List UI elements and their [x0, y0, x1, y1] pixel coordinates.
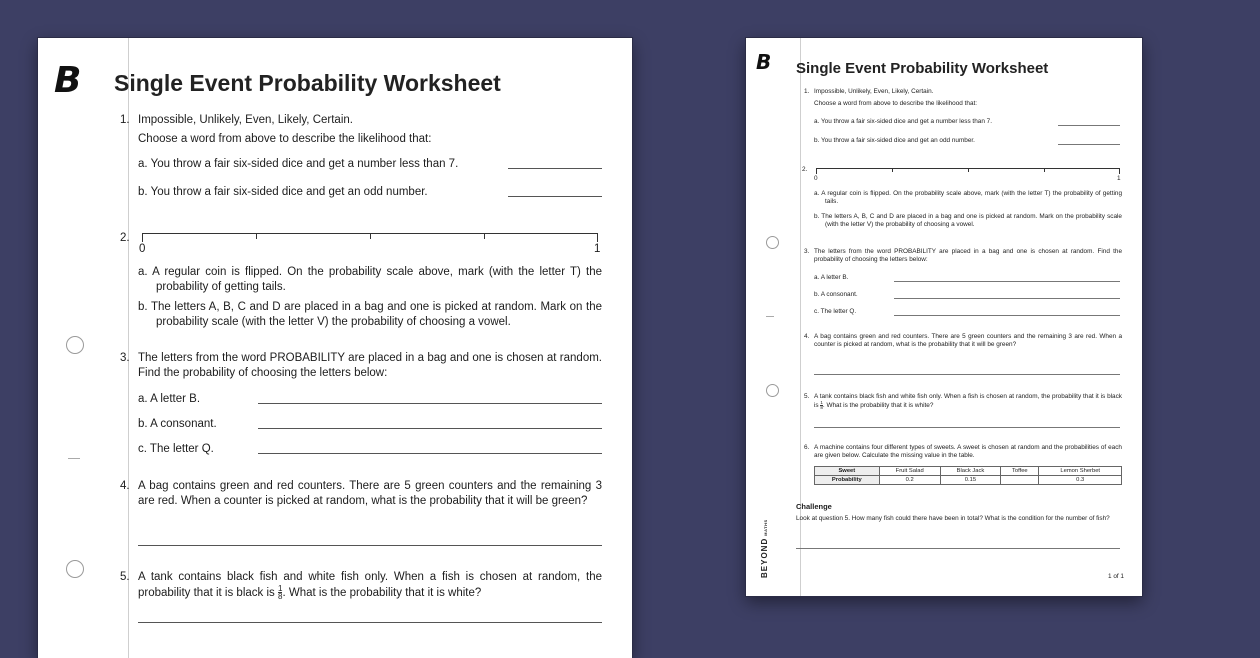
fraction-denominator: 8	[277, 592, 283, 602]
question-5-text-end: . What is the probability that it is white?	[282, 586, 482, 599]
question-4-text: A bag contains green and red counters. There are 5 green counters and the remaining 3 are red. When a counter is picked at random, what is the probability that it will be green?	[814, 333, 1122, 348]
table-cell: Lemon Sherbet	[1039, 467, 1122, 476]
answer-line-3a[interactable]	[894, 281, 1120, 282]
scale-tick	[892, 168, 893, 172]
worksheet-page-large	[38, 38, 632, 658]
question-2-number: 2.	[802, 166, 808, 173]
question-5-text	[814, 393, 1122, 410]
question-5-text-start: A tank contains black fish and white fish only. When a fish is chosen at random, the probability that it is black is	[138, 571, 602, 599]
question-1-instruction: Choose a word from above to describe the likelihood that:	[138, 133, 432, 145]
answer-line-3a[interactable]	[258, 403, 602, 404]
question-1b: b. You throw a fair six-sided dice and get an odd number.	[138, 186, 428, 198]
scale-tick	[370, 233, 371, 239]
beyond-logo: B	[54, 60, 82, 101]
question-3a: a. A letter B.	[814, 274, 849, 281]
answer-line-challenge[interactable]	[796, 548, 1120, 549]
question-3-text: The letters from the word PROBABILITY are placed in a bag and one is chosen at random. Find the probability of choosing the letters below:	[138, 352, 602, 379]
question-2-number: 2.	[120, 232, 130, 244]
question-1-number: 1.	[804, 88, 810, 95]
question-5-text	[138, 570, 602, 601]
answer-line-1a[interactable]	[508, 168, 602, 169]
question-3c: c. The letter Q.	[814, 308, 857, 315]
question-3b: b. A consonant.	[138, 418, 217, 430]
table-cell: 0.3	[1039, 476, 1122, 485]
question-2a: a. A regular coin is flipped. On the probability scale above, mark (with the letter T) the probability of getting tails.	[138, 266, 602, 293]
margin-line	[800, 38, 801, 596]
answer-line-3b[interactable]	[258, 428, 602, 429]
question-6-text: A machine contains four different types of sweets. A sweet is chosen at random and the probabilities of each are given below. Calculate the missing value in the table.	[814, 444, 1122, 459]
question-2b: b. The letters A, B, C and D are placed in a bag and one is picked at random. Mark on the probability scale (with the letter V) the probability of choosing a vowel.	[814, 213, 1122, 228]
sweets-table	[814, 466, 1122, 485]
scale-start-label: 0	[814, 175, 818, 182]
answer-line-3c[interactable]	[258, 453, 602, 454]
question-3a: a. A letter B.	[138, 393, 201, 405]
scale-end-label: 1	[1117, 175, 1121, 182]
margin-tick	[766, 316, 774, 317]
question-1-words: Impossible, Unlikely, Even, Likely, Certain.	[138, 114, 353, 126]
answer-line-3c[interactable]	[894, 315, 1120, 316]
scale-tick	[142, 233, 143, 242]
question-5-number: 5.	[120, 571, 130, 583]
question-1-number: 1.	[120, 114, 130, 126]
table-cell: Fruit Salad	[879, 467, 940, 476]
page-indicator: 1 of 1	[1108, 573, 1124, 580]
scale-tick	[968, 168, 969, 172]
beyond-logo: B	[756, 50, 772, 74]
table-cell: Black Jack	[940, 467, 1000, 476]
table-header-sweet: Sweet	[815, 467, 880, 476]
answer-line-3b[interactable]	[894, 298, 1120, 299]
scale-tick	[1119, 168, 1120, 174]
question-5-text-start: A tank contains black fish and white fish only. When a fish is chosen at random, the probability that it is black is	[814, 393, 1122, 410]
fraction-numerator: 1	[277, 584, 283, 593]
question-3b: b. A consonant.	[814, 291, 858, 298]
punch-hole	[66, 336, 84, 354]
answer-line-4[interactable]	[138, 545, 602, 546]
answer-line-5[interactable]	[814, 427, 1120, 428]
answer-line-5[interactable]	[138, 622, 602, 623]
page-title: Single Event Probability Worksheet	[796, 60, 1049, 77]
question-5-text-end: . What is the probability that it is white?	[822, 402, 934, 410]
table-cell: Toffee	[1001, 467, 1039, 476]
scale-end-label: 1	[594, 243, 601, 255]
question-2a: a. A regular coin is flipped. On the probability scale above, mark (with the letter T) the probability of getting tails.	[814, 190, 1122, 205]
answer-line-1a[interactable]	[1058, 125, 1120, 126]
fraction-denominator: 8	[820, 405, 823, 411]
challenge-text: Look at question 5. How many fish could there have been in total? What is the condition for the number of fish?	[796, 515, 1110, 522]
answer-line-1b[interactable]	[1058, 144, 1120, 145]
fraction-numerator: 1	[820, 400, 823, 405]
table-row	[815, 476, 1122, 485]
question-5-number: 5.	[804, 393, 810, 400]
table-cell: 0.15	[940, 476, 1000, 485]
scale-tick	[484, 233, 485, 239]
beyond-maths-brand	[760, 519, 769, 578]
table-cell-missing[interactable]	[1001, 476, 1039, 485]
question-1a: a. You throw a fair six-sided dice and get a number less than 7.	[138, 158, 459, 170]
scale-tick	[256, 233, 257, 239]
brand-main: BEYOND	[760, 537, 769, 578]
question-1-instruction: Choose a word from above to describe the likelihood that:	[814, 100, 978, 107]
scale-tick	[597, 233, 598, 242]
question-2b: b. The letters A, B, C and D are placed in a bag and one is picked at random. Mark on the probability scale (with the letter V) the probability of choosing a vowel.	[138, 301, 602, 328]
question-4-number: 4.	[120, 480, 130, 492]
punch-hole	[766, 236, 779, 249]
question-3-text: The letters from the word PROBABILITY are placed in a bag and one is chosen at random. Find the probability of choosing the letters below:	[814, 248, 1122, 263]
margin-line	[128, 38, 129, 658]
punch-hole	[766, 384, 779, 397]
page-title: Single Event Probability Worksheet	[114, 70, 501, 96]
challenge-title: Challenge	[796, 502, 832, 511]
question-1a: a. You throw a fair six-sided dice and get a number less than 7.	[814, 118, 992, 125]
question-4-number: 4.	[804, 333, 810, 340]
scale-tick	[1044, 168, 1045, 172]
punch-hole	[66, 560, 84, 578]
table-header-probability: Probability	[815, 476, 880, 485]
question-4-text: A bag contains green and red counters. There are 5 green counters and the remaining 3 are red. When a counter is picked at random, what is the probability that it will be green?	[138, 480, 602, 507]
question-3-number: 3.	[804, 248, 810, 255]
answer-line-4[interactable]	[814, 374, 1120, 375]
question-1-words: Impossible, Unlikely, Even, Likely, Certain.	[814, 88, 934, 95]
question-6-number: 6.	[804, 444, 810, 451]
table-cell: 0.2	[879, 476, 940, 485]
question-3-number: 3.	[120, 352, 130, 364]
question-3c: c. The letter Q.	[138, 443, 214, 455]
answer-line-1b[interactable]	[508, 196, 602, 197]
brand-sub: MATHS	[763, 519, 768, 536]
table-row	[815, 467, 1122, 476]
question-1b: b. You throw a fair six-sided dice and get an odd number.	[814, 137, 975, 144]
scale-tick	[816, 168, 817, 174]
worksheet-page-preview	[746, 38, 1142, 596]
margin-tick	[68, 458, 80, 459]
scale-start-label: 0	[139, 243, 146, 255]
